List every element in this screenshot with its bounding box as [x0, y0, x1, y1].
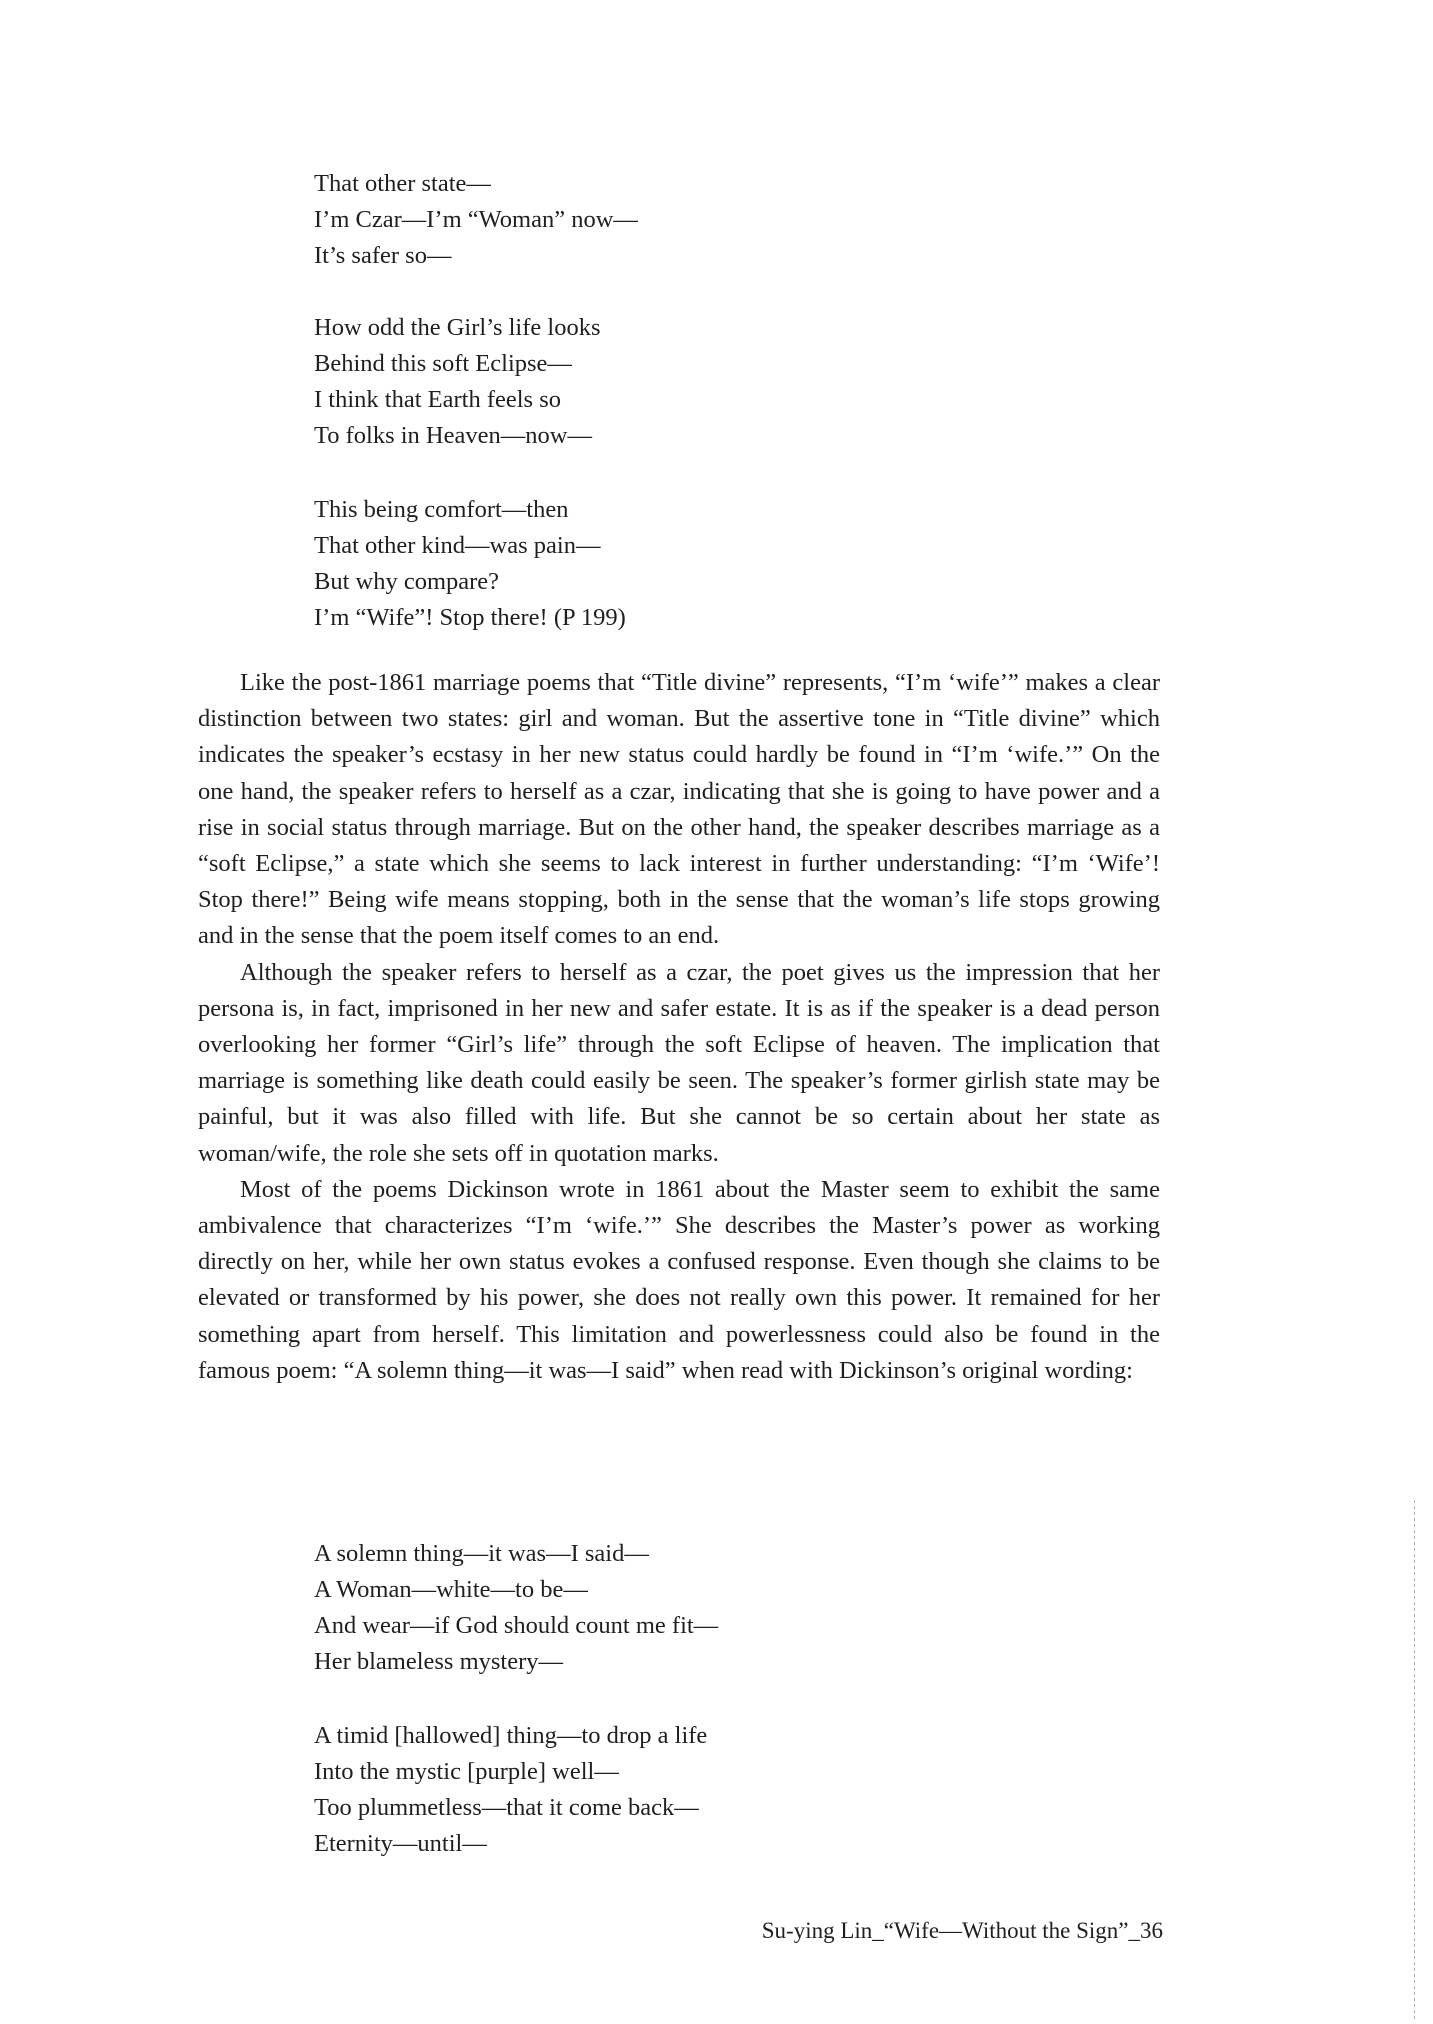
- poem-line: It’s safer so—: [314, 242, 452, 269]
- scan-edge-mark: [1414, 1500, 1415, 2020]
- paragraph: Although the speaker refers to herself as a czar, the poet gives us the impression that her persona is, in fact, imprisoned in her new and safer estate. It is as if the speaker is a dead person overlooking her former “Girl’s life” through the soft Eclipse of heaven. The implication that marriage is something like death could easily be seen. The speaker’s former girlish state may be painful, but it was also filled with life. But she cannot be so certain about her state as woman/wife, the role she sets off in quotation marks.: [198, 958, 1160, 1167]
- poem-line: This being comfort—then: [314, 496, 569, 523]
- poem-line: That other kind—was pain—: [314, 532, 601, 559]
- poem2-stanza-1: [314, 1536, 718, 1680]
- poem-line: Her blameless mystery—: [314, 1648, 564, 1675]
- poem-line: I’m Czar—I’m “Woman” now—: [314, 206, 638, 233]
- poem-line: Into the mystic [purple] well—: [314, 1758, 619, 1785]
- poem-line: To folks in Heaven—now—: [314, 422, 592, 449]
- poem-line: A solemn thing—it was—I said—: [314, 1540, 649, 1567]
- poem-line: Too plummetless—that it come back—: [314, 1794, 699, 1821]
- body-text: [198, 665, 1160, 1389]
- poem-line: Behind this soft Eclipse—: [314, 350, 572, 377]
- poem-line: A timid [hallowed] thing—to drop a life: [314, 1722, 708, 1749]
- poem1-stanza-3: [314, 492, 626, 636]
- poem-line: Eternity—until—: [314, 1830, 487, 1857]
- paragraph: Like the post-1861 marriage poems that “Title divine” represents, “I’m ‘wife’” makes a clear distinction between two states: girl and woman. But the assertive tone in “Title divine” which indicates the speaker’s ecstasy in her new status could hardly be found in “I’m ‘wife.’” On the one hand, the speaker refers to herself as a czar, indicating that she is going to have power and a rise in social status through marriage. But on the other hand, the speaker describes marriage as a “soft Eclipse,” a state which she seems to lack interest in further understanding: “I’m ‘Wife’! Stop there!” Being wife means stopping, both in the sense that the woman’s life stops growing and in the sense that the poem itself comes to an end.: [198, 669, 1160, 950]
- poem-line: I’m “Wife”! Stop there! (P 199): [314, 604, 626, 631]
- page-footer: Su-ying Lin_“Wife—Without the Sign”_36: [761, 1918, 1163, 1943]
- poem1-stanza-1: [314, 166, 638, 274]
- paragraph: Most of the poems Dickinson wrote in 1861 about the Master seem to exhibit the same ambivalence that characterizes “I’m ‘wife.’” She describes the Master’s power as working directly on her, while her own status evokes a confused response. Even though she claims to be elevated or transformed by his power, she does not really own this power. It remained for her something apart from herself. This limitation and powerlessness could also be found in the famous poem: “A solemn thing—it was—I said” when read with Dickinson’s original wording:: [198, 1175, 1160, 1384]
- poem2-stanza-2: [314, 1718, 707, 1862]
- poem-line: And wear—if God should count me fit—: [314, 1612, 719, 1639]
- poem-line: But why compare?: [314, 568, 500, 595]
- poem-line: How odd the Girl’s life looks: [314, 314, 601, 341]
- poem1-stanza-2: [314, 310, 601, 454]
- poem-line: That other state—: [314, 170, 491, 197]
- poem-line: A Woman—white—to be—: [314, 1576, 588, 1603]
- poem-line: I think that Earth feels so: [314, 386, 561, 413]
